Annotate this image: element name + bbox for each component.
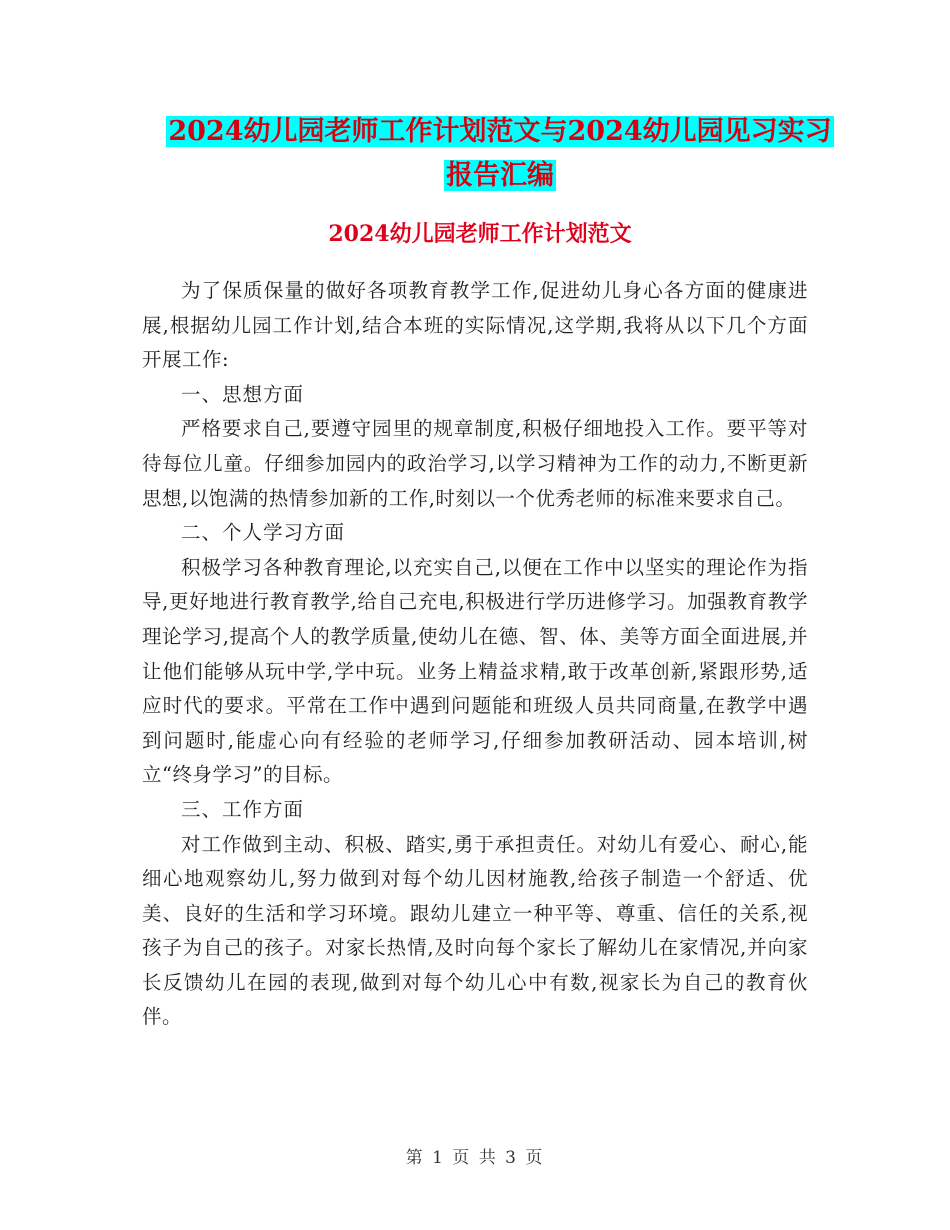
document-body	[142, 274, 808, 1035]
heading-personal-learning: 二、个人学习方面	[181, 521, 346, 545]
heading-work: 三、工作方面	[181, 797, 305, 821]
paragraph-personal-learning: 积极学习各种教育理论,以充实自己,以便在工作中以坚实的理论作为指导,更好地进行教育教学,给自己充电,积极进行学历进修学习。加强教育教学理论学习,提高个人的教学质量,使幼儿在德、智、体、美等方面全面进展,并让他们能够从玩中学,学中玩。业务上精益求精,敢于改革创新,紧跟形势,适应时代的要求。平常在工作中遇到问题能和班级人员共同商量,在教学中遇到问题时,能虚心向有经验的老师学习,仔细参加教研活动、园本培训,树立“终身学习”的目标。	[142, 555, 808, 787]
document-title-line-1: 2024幼儿园老师工作计划范文与2024幼儿园见习实习	[168, 116, 832, 147]
page-footer: 第 1 页 共 3 页	[405, 1148, 545, 1168]
paragraph-work: 对工作做到主动、积极、踏实,勇于承担责任。对幼儿有爱心、耐心,能细心地观察幼儿,努力做到对每个幼儿因材施教,给孩子制造一个舒适、优美、良好的生活和学习环境。跟幼儿建立一种平等、尊重、信任的关系,视孩子为自己的孩子。对家长热情,及时向每个家长了解幼儿在家情况,并向家长反馈幼儿在园的表现,做到对每个幼儿心中有数,视家长为自己的教育伙伴。	[142, 832, 808, 1029]
document-title-line-2: 报告汇编	[446, 160, 554, 191]
heading-thought: 一、思想方面	[181, 382, 305, 406]
section-title: 2024幼儿园老师工作计划范文	[328, 221, 632, 247]
paragraph-thought: 严格要求自己,要遵守园里的规章制度,积极仔细地投入工作。要平等对待每位儿童。仔细参加园内的政治学习,以学习精神为工作的动力,不断更新思想,以饱满的热情参加新的工作,时刻以一个优秀老师的标准来要求自己。	[142, 417, 808, 510]
intro-paragraph: 为了保质保量的做好各项教育教学工作,促进幼儿身心各方面的健康进展,根据幼儿园工作计划,结合本班的实际情况,这学期,我将从以下几个方面开展工作:	[142, 279, 808, 372]
document-title	[140, 110, 860, 198]
